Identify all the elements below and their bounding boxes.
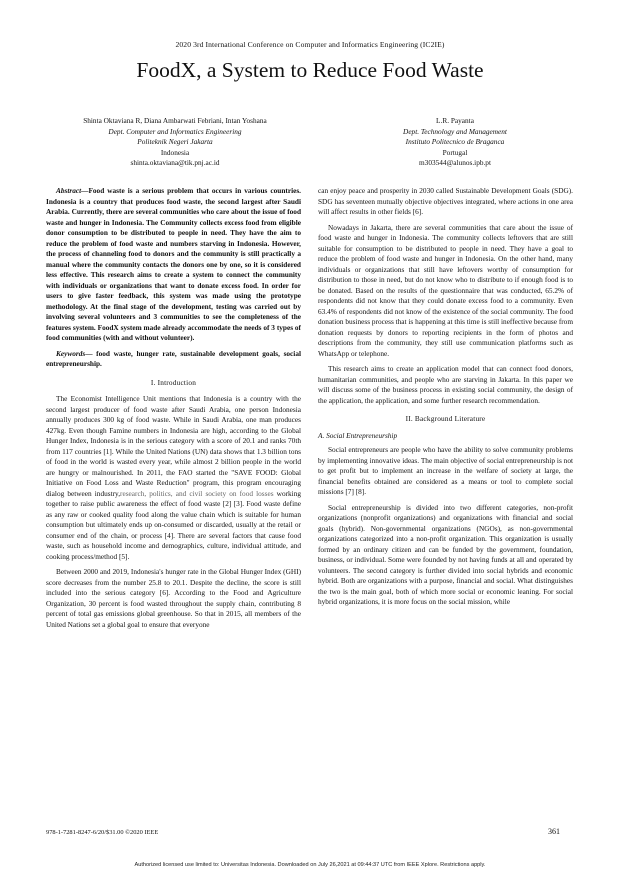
conference-header: 2020 3rd International Conference on Computer and Informatics Engineering (IC2IE) bbox=[175, 40, 445, 49]
author-block-right bbox=[330, 116, 580, 169]
author-email: m303544@alunos.ipb.pt bbox=[419, 158, 491, 168]
author-email: shinta.oktaviana@tik.pnj.ac.id bbox=[130, 158, 220, 168]
author-department: Dept. Technology and Management bbox=[403, 126, 507, 136]
left-column bbox=[46, 186, 301, 635]
intro-paragraph-3: can enjoy peace and prosperity in 2030 called Sustainable Development Goals (SDG). SDG has seventeen mutually objective objectives integrated, where actions in one area will affect results in other fields [6]. bbox=[318, 186, 573, 216]
literature-paragraph-1: Social entrepreneurs are people who have the ability to solve community problems by implementing innovative ideas. The main objective of social entrepreneurship is not to get profit but to implement an increase in the welfare of society at large, the financial benefits obtained are considered as a means or tool to complete social missions [7] [8]. bbox=[318, 445, 573, 496]
subsection-heading-social-entrepreneurship: A. Social Entrepreneurship bbox=[318, 430, 398, 440]
literature-paragraph-2: Social entrepreneurship is divided into two different categories, non-profit organizations (nonprofit organizations) and organizations with financial and social goals (hybrid). Non-governmental organizations (NGOs), as non-governmental organizations categorized into a non-profit organization. This organization is usually formed by an ordinary citizen and can be funded by the government, foundation, business, or individual. Some were founded by not having funds at all and operated by volunteers. The second category is further divided into social hybrids and economic hybrid. Both are organizations with a purpose, financial and social. What distinguishes the two is the main goal, both of which more social or economic leaning. For social hybrid organizations, it is more focus on the social mission, while bbox=[318, 502, 573, 606]
intro-text: The Economist Intelligence Unit mentions that Indonesia is a country with the second largest producer of food waste after Saudi Arabia, one person Indonesia annually produces 300 kg of food waste. While in Saudi Arabia, one man produces 427kg. Even though Famine numbers in Indonesia are high, according to the Global Hunger Index, Indonesia is in the serious category with a score of 20.1 and ranks 70th from 117 countries [1]. While the United Nations (UN) data shows that 1.3 billion tons of food in the world is wasted every year, while almost 2 billion people in the world are hungry or malnourished. In 2011, the FAO started the "SAVE FOOD: Global Initiative on Food Loss and Waste Reduction" program, this program encouraging dialog between industry, bbox=[46, 394, 301, 498]
keywords-label: Keywords bbox=[56, 348, 86, 358]
download-notice: Authorized licensed use limited to: Universitas Indonesia. Downloaded on July 26,2021 at 09:44:37 UTC from IEEE Xplore. Restrictions apply. bbox=[134, 862, 486, 868]
keywords-text: — food waste, hunger rate, sustainable development goals, social entrepreneurship. bbox=[46, 348, 301, 368]
section-heading-introduction: I. Introduction bbox=[150, 377, 197, 387]
intro-text-gray: research, politics, and civil society on food losses bbox=[120, 488, 274, 498]
page-number: 361 bbox=[548, 827, 560, 836]
section-heading-background: II. Background Literature bbox=[405, 414, 486, 423]
author-country: Indonesia bbox=[160, 147, 190, 157]
author-names: L.R. Payanta bbox=[436, 116, 474, 125]
author-country: Portugal bbox=[442, 147, 468, 157]
intro-paragraph-2: Between 2000 and 2019, Indonesia's hunger rate in the Global Hunger Index (GHI) score decreases from the number 25.8 to 20.1. Despite the decline, the score is still included into the serious category [6]. According to the Food and Agriculture Organization, 30 percent is food wasted throughout the supply chain, contributing 8 percent of total gas emissions global greenhouse. So that in 2015, all members of the United Nations set a global goal to ensure that everyone bbox=[46, 567, 301, 629]
keywords bbox=[46, 349, 301, 370]
author-department: Dept. Computer and Informatics Engineering bbox=[108, 126, 242, 136]
author-block-left bbox=[40, 116, 310, 169]
intro-paragraph-4: Nowadays in Jakarta, there are several communities that care about the issue of food waste and hunger in Indonesia. The community collects leftovers that are still suitable for consumption to be distributed to people in need. They have a goal to reduce the problem of food waste and hunger in Indonesia. On the other hand, many individuals or organizations that still have leftovers worthy of consumption for distribution to those in need, but do not know who to distribute to if enough food is to be donated. Based on the results of the questionnaire that was conducted, 65.2% of respondents did not know that they could donate excess food to a community. Even 63.4% of respondents did not know of the existence of the social community. The food donation business process that is happening at this time is still ineffective because from donation requests by donors to reporting recipients in the form of photos and descriptions from the community, they still use communication platforms such as WhatsApp or telephone. bbox=[318, 222, 573, 358]
abstract-label: Abstract bbox=[56, 186, 82, 195]
abstract-text: —Food waste is a serious problem that occurs in various countries. Indonesia is a country that produces food waste, the second largest after Saudi Arabia. Currently, there are several communities who care about the issue of food waste and hunger in Indonesia. The Community collects excess food from eligible donor consumption to be distributed to people in need. They have the aim to reduce the problem of food waste and numbers starving in Indonesia. However, the process of channeling food to donors and the community is still practically a manual where the community contacts the donors one by one, so it is considered less effective. This research aims to create a system to connect the community with individuals or organizations that want to donate excess food. In order for users to give faster feedback, this system was made using the prototype methodology. At the final stage of the development, testing was carried out by involving several volunteers and 3 communities to see the completeness of the features system. FoodX system made already accommodate the needs of 3 types of food communities (with and without volunteer). bbox=[46, 186, 301, 342]
intro-text: working together to raise public awareness the effect of food waste [2] [3]. Food waste define as any raw or cooked quality food along the value chain which is suitable for human consumption but ultimately ends up on-consumed or discarded, usually at the retail or consumer end of the chain, or process [4]. There are several factors that cause food waste, such as household income and demographics, culture, individual attitude, and cooking process/method [5]. bbox=[46, 488, 301, 561]
footer-isbn: 978-1-7281-8247-6/20/$31.00 ©2020 IEEE bbox=[46, 829, 159, 836]
intro-paragraph-5: This research aims to create an application model that can connect food donors, humanitarian communities, and people who are starving in Jakarta. In this paper we will discuss some of the business process in existing social community, the design of the application, the application, and some further research recommendation. bbox=[318, 364, 573, 405]
paper-title: FoodX, a System to Reduce Food Waste bbox=[136, 58, 484, 82]
author-institution: Instituto Politecnico de Braganca bbox=[405, 137, 505, 147]
author-institution: Politeknik Negeri Jakarta bbox=[137, 137, 213, 147]
right-column bbox=[318, 186, 573, 613]
intro-paragraph-1 bbox=[46, 394, 301, 562]
abstract bbox=[46, 186, 301, 344]
author-names: Shinta Oktaviana R, Diana Ambarwati Febriani, Intan Yoshana bbox=[83, 116, 267, 125]
